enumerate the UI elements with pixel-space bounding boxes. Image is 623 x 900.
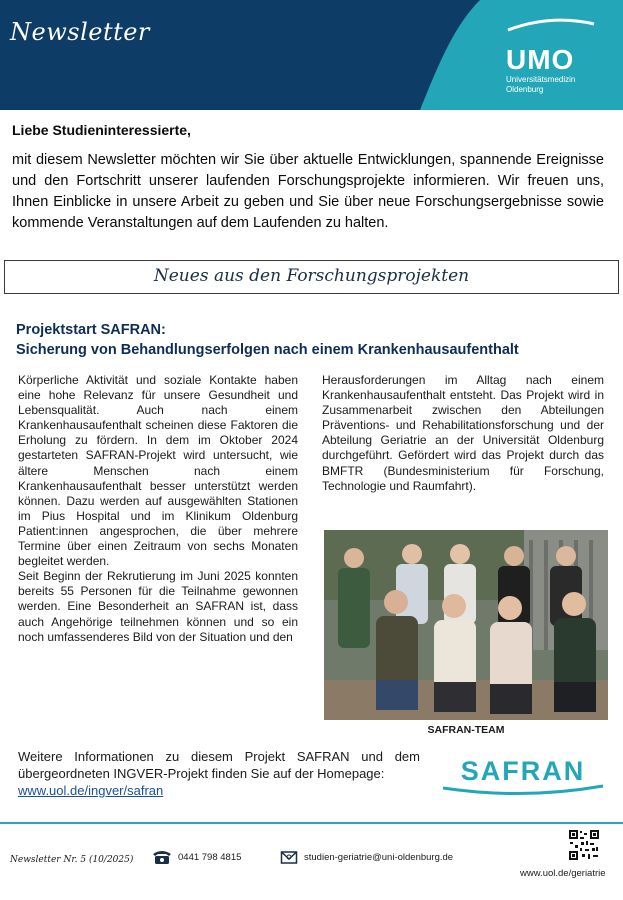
greeting: Liebe Studieninteressierte, bbox=[12, 122, 191, 138]
intro-paragraph: mit diesem Newsletter möchten wir Sie über aktuelle Entwicklungen, spannende Ereignisse und den Fortschritt unserer laufenden Forschungsprojekte informieren. Wir freuen uns, Ihnen Einblicke in unsere Arbeit zu geben und Sie über neue Forschungsergebnisse sowie kommende Veranstaltungen auf dem Laufenden zu halten. bbox=[12, 152, 604, 231]
umo-logo-arc-icon bbox=[506, 18, 596, 32]
article-title-line-2: Sicherung von Behandlungserfolgen nach einem Krankenhausaufenthalt bbox=[16, 342, 519, 358]
umo-logo-subtitle-2: Oldenburg bbox=[506, 85, 544, 94]
footer-phone[interactable] bbox=[152, 849, 241, 865]
footer-divider bbox=[0, 822, 623, 824]
project-homepage-link[interactable]: www.uol.de/ingver/safran bbox=[18, 783, 164, 798]
umo-logo-word: UMO bbox=[506, 44, 575, 75]
article-left-column bbox=[18, 373, 298, 645]
article-title bbox=[16, 320, 519, 360]
team-photo bbox=[324, 530, 608, 720]
safran-logo-word: SAFRAN bbox=[460, 756, 586, 786]
email-address: studien-geriatrie@uni-oldenburg.de bbox=[304, 851, 454, 863]
article-paragraph-1: Körperliche Aktivität und soziale Kontakte haben eine hohe Relevanz für unsere Gesundheit und Lebensqualität. Auch nach einem Krankenhausaufenthalt scheinen diese Faktoren die Erholung zu fördern. In dem im Oktober 2024 gestarteten SAFRAN-Projekt wird untersucht, wie ältere Menschen nach einem Krankenhausaufenthalt besser unterstützt werden können. Dazu werden auf ausgewählten Stationen im Pius Hospital und im Klinikum Oldenburg Patient:innen angesprochen, die über mehrere Termine über einen Zeitraum von sechs Monaten begleitet werden. bbox=[18, 373, 298, 569]
header-banner bbox=[0, 0, 623, 110]
safran-logo bbox=[438, 752, 608, 797]
article-paragraph-2: Seit Beginn der Rekrutierung im Juni 2025 konnten bereits 55 Personen für die Teilnahme gewonnen werden. Eine Besonderheit an SAFRAN ist, dass auch Angehörige teilnehmen können und so ein noch umfassenderes Bild von der Situation und den bbox=[18, 569, 298, 644]
umo-logo[interactable] bbox=[506, 18, 606, 95]
more-info-block bbox=[18, 748, 420, 799]
qr-code-icon[interactable] bbox=[568, 829, 600, 861]
more-info-text: Weitere Informationen zu diesem Projekt SAFRAN und dem übergeordneten INGVER-Projekt finden Sie auf der Homepage: bbox=[18, 749, 420, 781]
email-icon bbox=[280, 849, 298, 865]
photo-caption: SAFRAN-TEAM bbox=[427, 724, 505, 736]
phone-icon bbox=[152, 849, 172, 865]
footer-issue-label: Newsletter Nr. 5 (10/2025) bbox=[10, 855, 134, 865]
phone-number: 0441 798 4815 bbox=[178, 851, 242, 863]
section-heading-box bbox=[4, 260, 619, 294]
article-paragraph-3: Herausforderungen im Alltag nach einem Krankenhausaufenthalt entsteht. Das Projekt wird in Zusammenarbeit zwischen den Abteilungen Präventions- und Rehabilitationsforschung und der Abteilung Geriatrie an der Universität Oldenburg durchgeführt. Gefördert wird das Projekt durch das BMFTR (Bundesministerium für Forschung, Technologie und Raumfahrt). bbox=[322, 373, 604, 493]
footer-email[interactable] bbox=[280, 849, 453, 865]
article-title-line-1: Projektstart SAFRAN: bbox=[16, 322, 166, 338]
article-right-column bbox=[322, 373, 604, 494]
newsletter-heading: Newsletter bbox=[10, 18, 150, 46]
footer-website[interactable]: www.uol.de/geriatrie bbox=[520, 868, 606, 879]
umo-logo-subtitle-1: Universitätsmedizin bbox=[506, 75, 576, 84]
section-heading: Neues aus den Forschungsprojekten bbox=[153, 266, 470, 286]
